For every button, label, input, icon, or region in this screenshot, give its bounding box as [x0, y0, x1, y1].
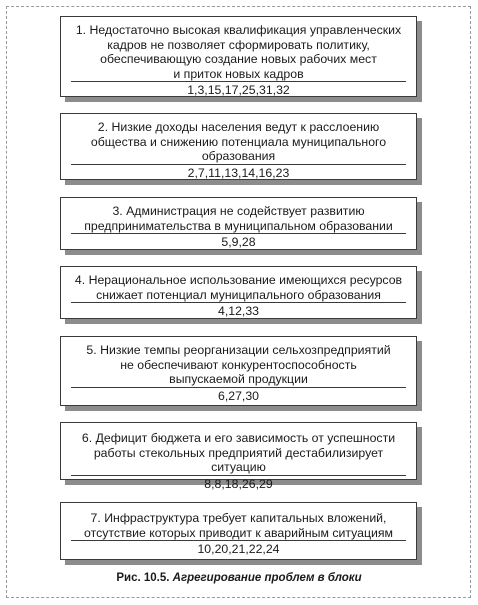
text-line: 3. Администрация не содействует развитию: [112, 204, 365, 218]
problem-block-5: [60, 336, 417, 406]
problem-block-text: [61, 120, 416, 164]
problem-numbers: 8,8,18,26,29: [204, 476, 273, 491]
text-line: 7. Инфраструктура требует капитальных вложений,: [90, 511, 387, 525]
problem-numbers: 6,27,30: [217, 388, 260, 403]
problem-block-text: [61, 511, 416, 540]
problem-block-4: [60, 266, 417, 319]
problem-numbers: 1,3,15,17,25,31,32: [187, 83, 290, 97]
problem-numbers: 4,12,33: [217, 304, 260, 318]
problem-block-text: [61, 273, 416, 302]
text-line: не обеспечивают конкурентоспособность: [120, 357, 357, 372]
text-line: 6. Дефицит бюджета и его зависимость от успешности: [81, 431, 396, 445]
caption-title: Агрегирование проблем в блоки: [172, 572, 362, 584]
text-line: выпускаемой продукции: [169, 372, 308, 386]
problem-numbers: 10,20,21,22,24: [197, 542, 280, 556]
text-line: 1. Недостаточно высокая квалификация управленческих: [75, 23, 402, 37]
problem-block-3: [60, 197, 417, 250]
text-line: обеспечивающую создание новых рабочих мест: [100, 52, 377, 66]
caption-number: Рис. 10.5.: [116, 572, 170, 584]
problem-block-text: [61, 343, 416, 387]
text-line: 5. Низкие темпы реорганизации сельхозпредприятий: [86, 343, 391, 357]
problem-numbers: 2,7,11,13,14,16,23: [187, 165, 290, 180]
problem-block-7: [60, 502, 417, 560]
text-line: предпринимательства в муниципальном образовании: [84, 218, 393, 233]
problem-block-6: [60, 422, 417, 491]
text-line: образования: [201, 149, 276, 163]
text-line: работы стекольных предприятий дестабилизирует ситуацию: [93, 445, 384, 474]
problem-block-text: [61, 204, 416, 233]
text-line: 2. Низкие доходы населения ведут к расслоению: [97, 120, 380, 134]
problem-numbers: 5,9,28: [221, 235, 256, 249]
text-line: снижает потенциал муниципального образования: [96, 287, 381, 302]
text-line: общества и снижению потенциала муниципального: [90, 134, 387, 149]
text-line: и приток новых кадров: [173, 66, 304, 81]
problem-block-text: [61, 23, 416, 81]
text-line: 4. Нерациональное использование имеющихся ресурсов: [74, 273, 403, 287]
text-line: отсутствие которых приводит к аварийным ситуациям: [84, 525, 393, 540]
problem-block-text: [61, 431, 416, 475]
problem-block-1: [60, 16, 417, 97]
problem-block-2: [60, 113, 417, 180]
figure-caption: [0, 572, 478, 584]
text-line: кадров не позволяет сформировать политику,: [107, 37, 370, 52]
